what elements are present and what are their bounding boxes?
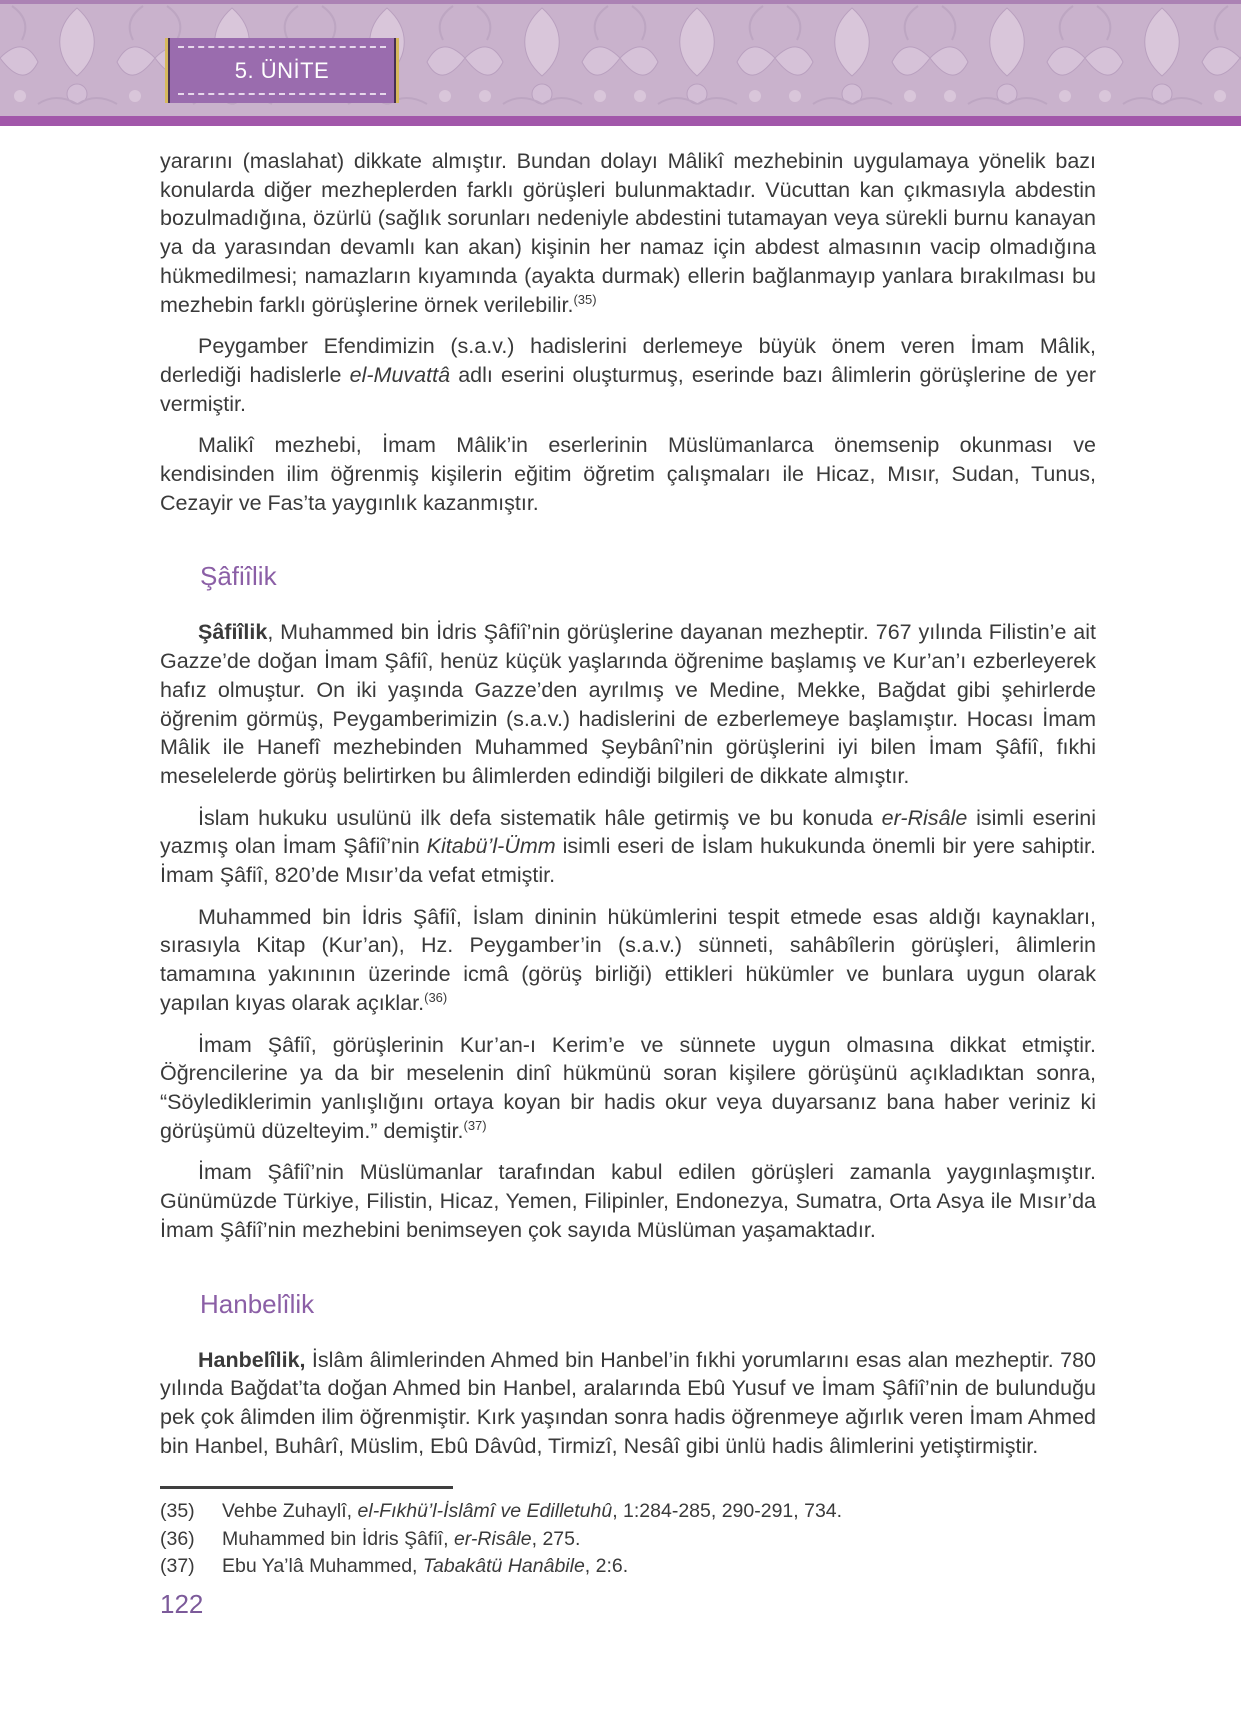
text-run: er-Risâle: [453, 1527, 532, 1550]
paragraph: [160, 804, 1096, 890]
text-run: Kitabü’l-Ümm: [426, 834, 556, 859]
text-run: İmam Şâfiî, görüşlerinin Kur’an-ı Kerim’e ve sünnete uygun olmasına dikkat etmiştir. Öğrencilerine ya da bir meselenin dinî hükmünü soran kişilere görüşünü açıkladıktan sonra, “Söylediklerimin yanlışlığını ortaya koyan bir hadis okur veya duyarsanız bana haber veriniz ki görüşümü düzelteyim.” demiştir.: [160, 1032, 1096, 1143]
banner-top-line: [0, 0, 1241, 4]
paragraph: [160, 431, 1096, 517]
paragraph: [160, 332, 1096, 418]
text-run: Malikî mezhebi, İmam Mâlik’in eserlerinin Müslümanlarca önemsenip okunması ve kendisinden ilim öğrenmiş kişilerin eğitim öğretim çalışmaları ile Hicaz, Mısır, Sudan, Tunus, Cezayir ve Fas’ta yaygınlık kazanmıştır.: [160, 433, 1096, 515]
text-run: , 2:6.: [584, 1555, 629, 1577]
page-number: 122: [160, 1589, 204, 1619]
text-run: isimli eserini yazmış olan İmam Şâfiî’nin: [160, 805, 1096, 859]
footnotes-section: [160, 1486, 1096, 1581]
text-run: Ebu Ya’lâ Muhammed,: [222, 1555, 423, 1577]
text-run: yararını (maslahat) dikkate almıştır. Bundan dolayı Mâlikî mezhebinin uygulamaya yönelik bazı konularda diğer mezheplerden farklı görüşleri bulunmaktadır. Vücuttan kan çıkmasıyla abdestin bozulmadığına, özürlü (sağlık sorunları nedeniyle abdestini tutamayan veya sürekli burnu kanayan ya da yarasından devamlı kan akan) kişinin her namaz için abdest almasının vacip olmadığına hükmedilmesi; namazların kıyamında (ayakta durmak) ellerin bağlanmayıp yanlara bırakılması bu mezhebin farklı görüşlerine örnek verilebilir.: [160, 149, 1096, 317]
unit-badge-label: 5. ÜNİTE: [234, 57, 330, 83]
text-run: Peygamber Efendimizin (s.a.v.) hadislerini derlemeye büyük önem veren İmam Mâlik, derlediği hadislerle: [160, 334, 1096, 387]
footnote-text: [222, 1498, 842, 1526]
banner-accent-strip: [0, 116, 1241, 126]
unit-badge: [165, 38, 399, 103]
text-run: adlı eserini oluşturmuş, eserinde bazı âlimlerin görüşlerine de yer vermiştir.: [160, 362, 1097, 416]
text-run: İslâm âlimlerinden Ahmed bin Hanbel’in fıkhi yorumlarını esas alan mezheptir. 780 yılında Bağdat’ta doğan Ahmed bin Hanbel, aralarında Ebû Yusuf ve İmam Şâfiî’nin de bulunduğu pek çok âlimden ilim öğrenmiştir. Kırk yaşından sonra hadis öğrenmeye ağırlık veren İmam Ahmed bin Hanbel, Buhârî, Müslim, Ebû Dâvûd, Tirmizî, Nesâî gibi ünlü hadis âlimlerini yetiştirmiştir.: [160, 1347, 1096, 1458]
footnote-text: [222, 1553, 628, 1581]
text-run: er-Risâle: [881, 805, 968, 830]
footnote-ref: (35): [573, 291, 597, 307]
footnote-number: (35): [160, 1500, 195, 1522]
paragraph: [160, 903, 1096, 1018]
footnote-row: [160, 1498, 1096, 1526]
footnote-row: [160, 1553, 1096, 1581]
paragraph: [160, 1031, 1096, 1146]
paragraph: [160, 1158, 1096, 1244]
text-run: Muhammed bin İdris Şâfiî,: [222, 1527, 454, 1550]
text-run: el-Muvattâ: [349, 362, 451, 387]
footnote-number: (36): [160, 1527, 195, 1550]
text-run: Vehbe Zuhaylî,: [222, 1500, 358, 1522]
footnote-row: [160, 1526, 1096, 1554]
footnote-number: (37): [160, 1555, 195, 1577]
text-run: isimli eseri de İslam hukukunda önemli bir yere sahiptir. İmam Şâfiî, 820’de Mısır’da vefat etmiştir.: [160, 834, 1096, 888]
paragraph: [160, 618, 1096, 790]
text-run: Hanbelîlik,: [198, 1347, 306, 1372]
page-header-banner: [0, 0, 1241, 126]
text-run: Tabakâtü Hanâbile: [422, 1555, 585, 1577]
text-run: Şâfiîlik: [198, 620, 268, 645]
footnote-text: [222, 1526, 580, 1554]
page-content: [160, 126, 1096, 1473]
footnote-list: [160, 1498, 1096, 1581]
text-run: İmam Şâfiî’nin Müslümanlar tarafından kabul edilen görüşleri zamanla yaygınlaşmıştır. Günümüzde Türkiye, Filistin, Hicaz, Yemen, Filipinler, Endonezya, Sumatra, Orta Asya ile Mısır’da İmam Şâfiî’nin mezhebini benimseyen çok sayıda Müslüman yaşamaktadır.: [160, 1160, 1096, 1242]
section-heading: Hanbelîlik: [200, 1288, 315, 1319]
text-run: , 275.: [531, 1527, 581, 1550]
body-text: [160, 126, 1096, 1460]
text-run: , Muhammed bin İdris Şâfiî’nin görüşlerine dayanan mezheptir. 767 yılında Filistin’e ait Gazze’de doğan İmam Şâfiî, henüz küçük yaşlarında öğrenime başlamış ve Kur’an’ı ezberleyerek hafız olmuştur. On iki yaşında Gazze’den ayrılmış ve Medine, Mekke, Bağdat gibi şehirlerde öğrenim görmüş, Peygamberimizin (s.a.v.) hadislerini de ezberlemeye başlamıştır. Hocası İmam Mâlik ile Hanefî mezhebinden Muhammed Şeybânî’nin görüşlerini iyi bilen İmam Şâfiî, fıkhi meselelerde görüş belirtirken bu âlimlerden edindiği bilgileri de dikkate almıştır.: [160, 620, 1096, 788]
footnote-ref: (37): [463, 1117, 487, 1133]
section-heading: Şâfiîlik: [200, 561, 277, 592]
text-run: , 1:284-285, 290-291, 734.: [612, 1500, 843, 1522]
paragraph: [160, 147, 1096, 319]
footnote-divider: [160, 1486, 453, 1489]
footnote-ref: (36): [424, 989, 448, 1005]
text-run: el-Fıkhü’l-İslâmî ve Edilletuhû: [357, 1500, 613, 1522]
text-run: İslam hukuku usulünü ilk defa sistematik hâle getirmiş ve bu konuda: [198, 805, 882, 830]
paragraph: [160, 1346, 1096, 1461]
text-run: Muhammed bin İdris Şâfiî, İslam dininin hükümlerini tespit etmede esas aldığı kaynakları, sırasıyla Kitap (Kur’an), Hz. Peygamber’in (s.a.v.) sünneti, sahâbîlerin görüşleri, âlimlerin tamamına yakınının üzerinde icmâ (görüş birliği) ettikleri hükümler ve bunlara uygun olarak yapılan kıyas olarak açıklar.: [160, 904, 1096, 1015]
